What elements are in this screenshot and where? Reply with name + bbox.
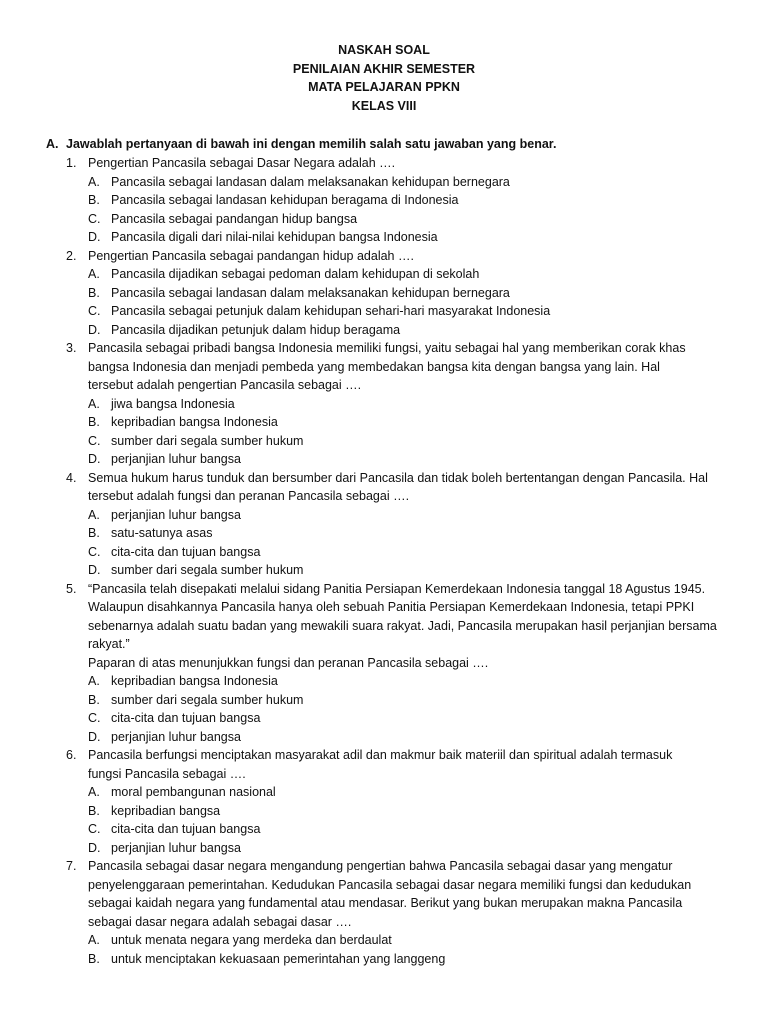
option-text: kepribadian bangsa bbox=[111, 803, 221, 818]
option-text: Pancasila sebagai petunjuk dalam kehidupan sehari-hari masyarakat Indonesia bbox=[111, 304, 551, 318]
section-heading bbox=[46, 135, 736, 154]
section-letter: A. bbox=[46, 137, 59, 151]
option-text: kepribadian bangsa Indonesia bbox=[111, 415, 278, 429]
answer-option bbox=[88, 321, 736, 340]
option-text: untuk menciptakan kekuasaan pemerintahan yang langgeng bbox=[111, 951, 446, 966]
option-letter: B. bbox=[88, 285, 100, 300]
option-letter: D. bbox=[88, 230, 101, 244]
answer-options bbox=[88, 783, 736, 857]
option-text: Pancasila sebagai landasan dalam melaksanakan kehidupan bernegara bbox=[111, 285, 510, 300]
option-text: jiwa bangsa Indonesia bbox=[111, 396, 235, 411]
question-text-line: tersebut adalah pengertian Pancasila sebagai …. bbox=[88, 378, 362, 392]
option-letter: B. bbox=[88, 951, 100, 966]
option-text: moral pembangunan nasional bbox=[111, 785, 276, 799]
question-text-line: rakyat.” bbox=[88, 637, 130, 651]
option-letter: B. bbox=[88, 415, 100, 429]
option-letter: B. bbox=[88, 526, 100, 540]
option-text: Pancasila digali dari nilai-nilai kehidupan bangsa Indonesia bbox=[111, 230, 438, 244]
answer-option bbox=[88, 931, 736, 950]
question-number: 4. bbox=[66, 470, 77, 485]
option-text: cita-cita dan tujuan bangsa bbox=[111, 822, 261, 836]
answer-option bbox=[88, 820, 736, 839]
question-number: 2. bbox=[66, 248, 77, 263]
option-letter: C. bbox=[88, 544, 101, 559]
answer-options bbox=[88, 672, 736, 746]
option-letter: C. bbox=[88, 433, 101, 448]
option-letter: C. bbox=[88, 211, 101, 226]
option-text: Pancasila dijadikan sebagai pedoman dalam kehidupan di sekolah bbox=[111, 267, 480, 281]
option-text: perjanjian luhur bangsa bbox=[111, 507, 241, 522]
answer-option bbox=[88, 191, 736, 210]
question-text-line: sebenarnya adalah suatu badan yang mewakili suara rakyat. Jadi, Pancasila merupakan hasil perjanjian bersama bbox=[88, 618, 717, 633]
question-text-line: Pancasila sebagai pribadi bangsa Indonesia memiliki fungsi, yaitu sebagai hal yang memberikan corak khas bbox=[88, 341, 686, 355]
question-1 bbox=[46, 154, 736, 247]
option-text: cita-cita dan tujuan bangsa bbox=[111, 711, 261, 725]
answer-option bbox=[88, 543, 736, 562]
answer-option bbox=[88, 302, 736, 321]
question-number: 6. bbox=[66, 748, 77, 762]
answer-option bbox=[88, 561, 736, 580]
option-letter: A. bbox=[88, 785, 100, 799]
answer-option bbox=[88, 284, 736, 303]
answer-option bbox=[88, 395, 736, 414]
option-text: sumber dari segala sumber hukum bbox=[111, 692, 304, 707]
option-letter: C. bbox=[88, 822, 101, 836]
option-text: satu-satunya asas bbox=[111, 526, 213, 540]
question-text-line: Walaupun disahkannya Pancasila hanya oleh sebuah Panitia Persiapan Kemerdekaan Indonesia, tetapi PPKI bbox=[88, 600, 695, 614]
question-number: 7. bbox=[66, 859, 77, 873]
answer-option bbox=[88, 506, 736, 525]
option-text: sumber dari segala sumber hukum bbox=[111, 433, 304, 448]
option-letter: A. bbox=[88, 267, 100, 281]
answer-option bbox=[88, 709, 736, 728]
option-letter: A. bbox=[88, 396, 100, 411]
option-text: perjanjian luhur bangsa bbox=[111, 452, 241, 466]
option-letter: B. bbox=[88, 803, 100, 818]
answer-option bbox=[88, 728, 736, 747]
option-letter: C. bbox=[88, 304, 101, 318]
answer-options bbox=[88, 931, 736, 968]
option-letter: B. bbox=[88, 692, 100, 707]
document-header bbox=[0, 41, 768, 115]
option-text: perjanjian luhur bangsa bbox=[111, 840, 241, 855]
header-subtitle-assessment: PENILAIAN AKHIR SEMESTER bbox=[292, 61, 476, 76]
answer-option bbox=[88, 450, 736, 469]
question-6 bbox=[46, 746, 736, 857]
answer-options bbox=[88, 265, 736, 339]
question-text-line: “Pancasila telah disepakati melalui sidang Panitia Persiapan Kemerdekaan Indonesia tanggal 18 Agustus 1945. bbox=[88, 581, 706, 596]
option-letter: D. bbox=[88, 563, 101, 577]
option-letter: D. bbox=[88, 729, 101, 744]
section-a bbox=[46, 135, 736, 968]
question-text-line: Pengertian Pancasila sebagai pandangan hidup adalah …. bbox=[88, 248, 414, 263]
question-4 bbox=[46, 469, 736, 580]
question-number: 5. bbox=[66, 581, 77, 596]
answer-option bbox=[88, 839, 736, 858]
answer-options bbox=[88, 506, 736, 580]
question-text-line: bangsa Indonesia dan menjadi pembeda yang membedakan bangsa kita dengan bangsa yang lain. Hal bbox=[88, 359, 660, 374]
option-letter: A. bbox=[88, 507, 100, 522]
question-text-line: sebagai kaidah negara yang fundamental atau mendasar. Berikut yang bukan merupakan makna Pancasila bbox=[88, 896, 683, 910]
answer-option bbox=[88, 691, 736, 710]
answer-option bbox=[88, 228, 736, 247]
answer-option bbox=[88, 524, 736, 543]
option-letter: D. bbox=[88, 840, 101, 855]
header-title: NASKAH SOAL bbox=[338, 43, 430, 57]
answer-option bbox=[88, 950, 736, 969]
question-2 bbox=[46, 247, 736, 340]
header-class: KELAS VIII bbox=[351, 98, 417, 113]
answer-option bbox=[88, 265, 736, 284]
header-subject: MATA PELAJARAN PPKN bbox=[308, 80, 460, 94]
option-letter: A. bbox=[88, 174, 100, 189]
answer-option bbox=[88, 783, 736, 802]
answer-option bbox=[88, 413, 736, 432]
answer-option bbox=[88, 672, 736, 691]
question-number: 3. bbox=[66, 341, 77, 355]
answer-option bbox=[88, 210, 736, 229]
option-letter: B. bbox=[88, 193, 100, 207]
question-text-line: Pengertian Pancasila sebagai Dasar Negara adalah …. bbox=[88, 156, 396, 170]
question-text-line: Semua hukum harus tunduk dan bersumber dari Pancasila dan tidak boleh bertentangan dengan Pancasila. Hal bbox=[88, 470, 708, 485]
question-5 bbox=[46, 580, 736, 747]
option-text: sumber dari segala sumber hukum bbox=[111, 563, 304, 577]
question-text-line: sebagai dasar negara adalah sebagai dasar …. bbox=[88, 914, 352, 929]
question-text-line: Paparan di atas menunjukkan fungsi dan peranan Pancasila sebagai …. bbox=[88, 655, 489, 670]
option-letter: A. bbox=[88, 933, 100, 947]
question-text-line: Pancasila sebagai dasar negara mengandung pengertian bahwa Pancasila sebagai dasar yang mengatur bbox=[88, 859, 673, 873]
option-text: Pancasila sebagai landasan kehidupan beragama di Indonesia bbox=[111, 193, 459, 207]
answer-options bbox=[88, 395, 736, 469]
section-instruction: Jawablah pertanyaan di bawah ini dengan memilih salah satu jawaban yang benar. bbox=[66, 137, 557, 151]
option-text: Pancasila sebagai pandangan hidup bangsa bbox=[111, 211, 358, 226]
option-letter: D. bbox=[88, 322, 101, 337]
question-list bbox=[46, 154, 736, 968]
option-text: Pancasila sebagai landasan dalam melaksanakan kehidupan bernegara bbox=[111, 174, 510, 189]
option-text: untuk menata negara yang merdeka dan berdaulat bbox=[111, 933, 392, 947]
question-7 bbox=[46, 857, 736, 968]
option-letter: D. bbox=[88, 452, 101, 466]
option-letter: A. bbox=[88, 674, 100, 688]
question-text-line: penyelenggaraan pemerintahan. Kedudukan Pancasila sebagai dasar negara memiliki fungsi dan kedudukan bbox=[88, 877, 692, 892]
answer-option bbox=[88, 432, 736, 451]
option-text: kepribadian bangsa Indonesia bbox=[111, 674, 278, 688]
option-text: perjanjian luhur bangsa bbox=[111, 729, 241, 744]
answer-option bbox=[88, 802, 736, 821]
option-text: cita-cita dan tujuan bangsa bbox=[111, 544, 261, 559]
answer-option bbox=[88, 173, 736, 192]
question-3 bbox=[46, 339, 736, 469]
answer-options bbox=[88, 173, 736, 247]
option-letter: C. bbox=[88, 711, 101, 725]
question-text-line: tersebut adalah fungsi dan peranan Pancasila sebagai …. bbox=[88, 489, 410, 503]
question-text-line: fungsi Pancasila sebagai …. bbox=[88, 766, 246, 781]
question-number: 1. bbox=[66, 156, 77, 170]
option-text: Pancasila dijadikan petunjuk dalam hidup beragama bbox=[111, 322, 401, 337]
question-text-line: Pancasila berfungsi menciptakan masyarakat adil dan makmur baik materiil dan spiritual adalah termasuk bbox=[88, 748, 673, 762]
